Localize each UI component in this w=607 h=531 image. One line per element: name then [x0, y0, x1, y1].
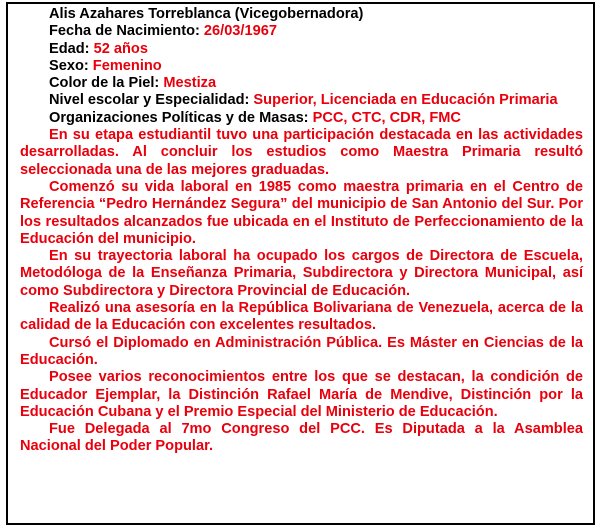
bio-paragraph-career-start: Comenzó su vida laboral en 1985 como maestra primaria en el Centro de Referencia “Pedro Hernández Segura” del municipio de San Antonio del Sur. Por los resultados alcanzados fue ubicada en el Instituto de Perfeccionamiento de la Educación del municipio.: [20, 178, 583, 247]
birth-date-row: [20, 23, 583, 40]
sex-row: [20, 58, 583, 75]
birth-date-label: Fecha de Nacimiento:: [49, 23, 204, 40]
education-row: [20, 92, 583, 109]
organizations-row: [20, 110, 583, 127]
sex-value: Femenino: [92, 57, 162, 74]
bio-paragraph-positions: En su trayectoria laboral ha ocupado los cargos de Directora de Escuela, Metodóloga de la Enseñanza Primaria, Subdirectora y Directora Municipal, así como Subdirectora y Directora Provincial de Educación.: [20, 248, 583, 299]
organizations-value: PCC, CTC, CDR, FMC: [312, 109, 461, 126]
age-label: Edad:: [49, 40, 94, 57]
skin-color-value: Mestiza: [163, 75, 217, 92]
education-value: Superior, Licenciada en Educación Primaria: [253, 92, 558, 109]
skin-color-row: [20, 75, 583, 92]
bio-paragraph-venezuela: Realizó una asesoría en la República Bolivariana de Venezuela, acerca de la calidad de la Educación con excelentes resultados.: [20, 300, 583, 334]
education-label: Nivel escolar y Especialidad:: [49, 92, 254, 109]
age-value: 52 años: [93, 40, 148, 57]
skin-color-label: Color de la Piel:: [49, 75, 164, 92]
sex-label: Sexo:: [49, 57, 93, 74]
bio-paragraph-awards: Posee varios reconocimientos entre los que se destacan, la condición de Educador Ejemplar, la Distinción Rafael María de Mendive, Distinción por la Educación Cubana y el Premio Especial del Ministerio de Educación.: [20, 369, 583, 420]
organizations-label: Organizaciones Políticas y de Masas:: [49, 109, 313, 126]
biography-card: [6, 2, 595, 525]
age-row: [20, 41, 583, 58]
bio-paragraph-studies: En su etapa estudiantil tuvo una participación destacada en las actividades desarrolladas. Al concluir los estudios como Maestra Primaria resultó seleccionada una de las mejores graduadas.: [20, 127, 583, 178]
bio-paragraph-congress: Fue Delegada al 7mo Congreso del PCC. Es Diputada a la Asamblea Nacional del Poder Popular.: [20, 421, 583, 455]
person-name: Alis Azahares Torreblanca (Vicegobernadora): [49, 6, 364, 22]
birth-date-value: 26/03/1967: [203, 23, 277, 40]
bio-paragraph-diploma: Cursó el Diplomado en Administración Pública. Es Máster en Ciencias de la Educación.: [20, 334, 583, 368]
